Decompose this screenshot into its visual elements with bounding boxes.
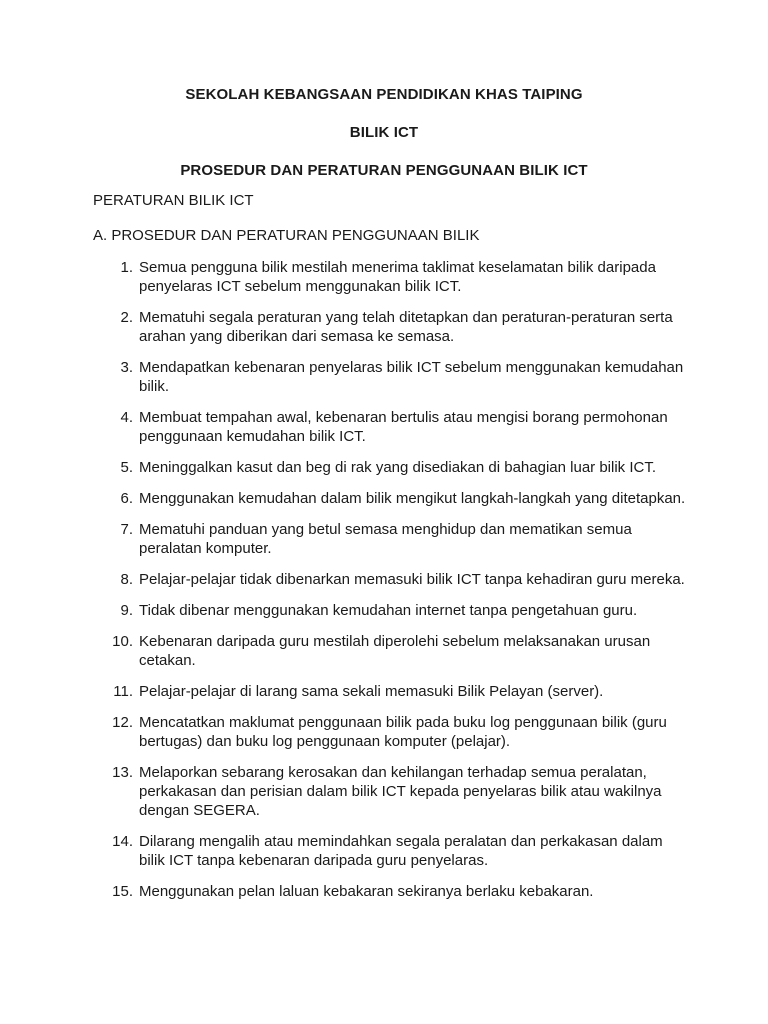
- rule-item: [0, 601, 768, 620]
- rule-number: 7.: [120, 521, 133, 538]
- rule-item: [0, 632, 768, 670]
- document-title: PROSEDUR DAN PERATURAN PENGGUNAAN BILIK ICT: [180, 162, 588, 179]
- rule-item: [0, 358, 768, 396]
- rule-text: Dilarang mengalih atau memindahkan segala peralatan dan perkakasan dalam bilik ICT tanpa kebenaran daripada guru penyelaras.: [139, 833, 663, 869]
- rule-number: 13.: [112, 764, 133, 781]
- rule-item: [0, 520, 768, 558]
- rule-text: Mencatatkan maklumat penggunaan bilik pada buku log penggunaan bilik (guru bertugas) dan buku log penggunaan komputer (pelajar).: [139, 714, 667, 750]
- rule-item: [0, 763, 768, 820]
- rule-number: 15.: [112, 883, 133, 900]
- rule-item: [0, 408, 768, 446]
- rule-number: 2.: [120, 309, 133, 326]
- rule-text: Mematuhi panduan yang betul semasa menghidup dan mematikan semua peralatan komputer.: [139, 521, 632, 557]
- rule-number: 5.: [120, 459, 133, 476]
- rule-text: Tidak dibenar menggunakan kemudahan internet tanpa pengetahuan guru.: [139, 602, 638, 619]
- section-title: PERATURAN BILIK ICT: [93, 192, 254, 209]
- rule-text: Mendapatkan kebenaran penyelaras bilik ICT sebelum menggunakan kemudahan bilik.: [139, 359, 684, 395]
- rule-item: [0, 258, 768, 296]
- rule-text: Menggunakan pelan laluan kebakaran sekiranya berlaku kebakaran.: [139, 883, 594, 900]
- rule-item: [0, 882, 768, 901]
- rule-number: 8.: [120, 571, 133, 588]
- rule-text: Pelajar-pelajar tidak dibenarkan memasuki bilik ICT tanpa kehadiran guru mereka.: [139, 571, 685, 588]
- rule-number: 6.: [120, 490, 133, 507]
- school-name-heading: SEKOLAH KEBANGSAAN PENDIDIKAN KHAS TAIPING: [185, 86, 583, 103]
- rule-item: [0, 489, 768, 508]
- rule-item: [0, 570, 768, 589]
- rule-text: Kebenaran daripada guru mestilah diperolehi sebelum melaksanakan urusan cetakan.: [139, 633, 651, 669]
- rule-item: [0, 682, 768, 701]
- rule-number: 9.: [120, 602, 133, 619]
- rule-item: [0, 458, 768, 477]
- rule-text: Semua pengguna bilik mestilah menerima taklimat keselamatan bilik daripada penyelaras ICT sebelum menggunakan bilik ICT.: [139, 259, 656, 295]
- rule-text: Mematuhi segala peraturan yang telah ditetapkan dan peraturan-peraturan serta arahan yang diberikan dari semasa ke semasa.: [139, 309, 673, 345]
- rule-number: 1.: [120, 259, 133, 276]
- rule-number: 10.: [112, 633, 133, 650]
- rules-list: [0, 258, 768, 901]
- rule-text: Membuat tempahan awal, kebenaran bertulis atau mengisi borang permohonan penggunaan kemudahan bilik ICT.: [139, 409, 668, 445]
- subsection-title: A. PROSEDUR DAN PERATURAN PENGGUNAAN BILIK: [93, 227, 480, 244]
- rule-text: Pelajar-pelajar di larang sama sekali memasuki Bilik Pelayan (server).: [139, 683, 604, 700]
- rule-number: 14.: [112, 833, 133, 850]
- rule-item: [0, 308, 768, 346]
- rule-item: [0, 832, 768, 870]
- rule-number: 4.: [120, 409, 133, 426]
- room-heading: BILIK ICT: [349, 124, 419, 141]
- rule-item: [0, 713, 768, 751]
- rule-text: Meninggalkan kasut dan beg di rak yang disediakan di bahagian luar bilik ICT.: [139, 459, 656, 476]
- rule-number: 11.: [113, 683, 133, 700]
- rule-number: 3.: [120, 359, 133, 376]
- rule-text: Menggunakan kemudahan dalam bilik mengikut langkah-langkah yang ditetapkan.: [139, 490, 686, 507]
- rule-text: Melaporkan sebarang kerosakan dan kehilangan terhadap semua peralatan, perkakasan dan perisian dalam bilik ICT kepada penyelaras bilik atau wakilnya dengan SEGERA.: [139, 764, 662, 819]
- rule-number: 12.: [112, 714, 133, 731]
